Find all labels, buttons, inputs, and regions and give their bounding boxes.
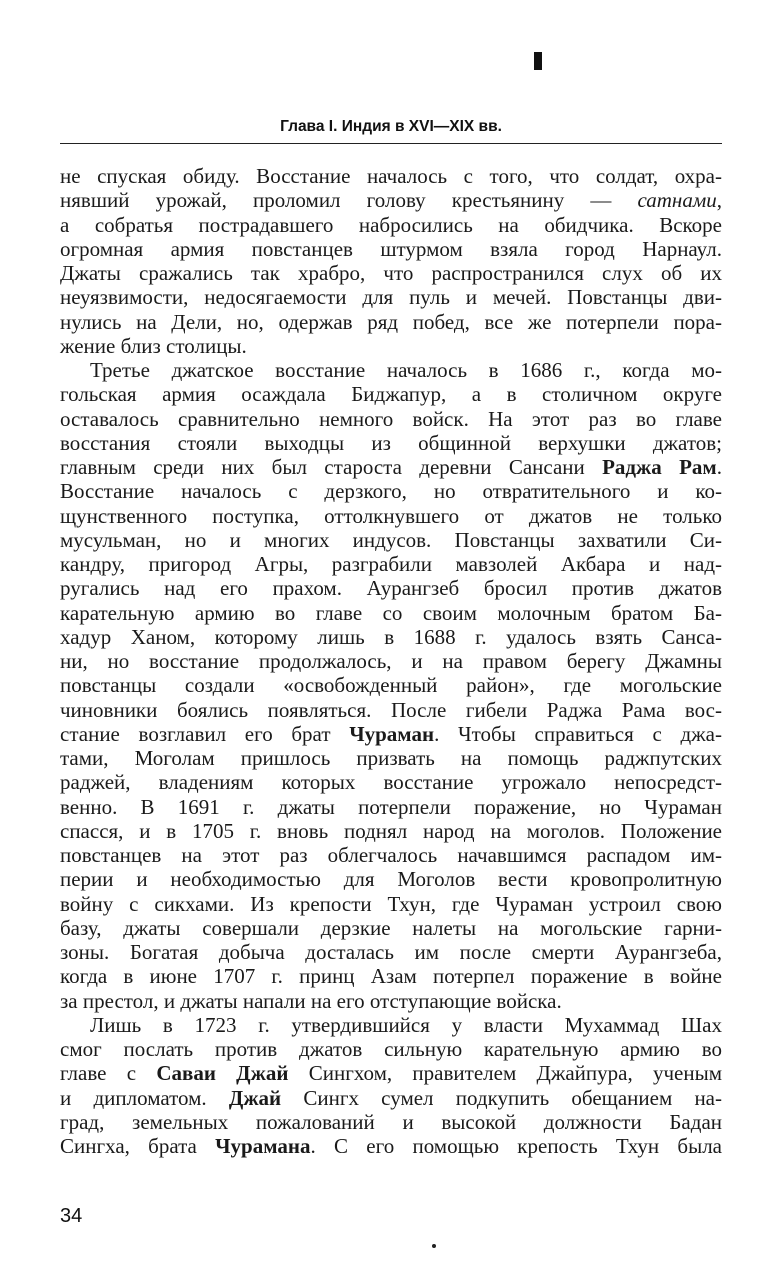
text-run: щунственного поступка, оттолкнувшего от джатов не только xyxy=(60,503,722,528)
text-line xyxy=(60,746,722,770)
text-line xyxy=(60,698,722,722)
text-line xyxy=(60,455,722,479)
text-run: мусульман, но и многих индусов. Повстанцы захватили Си- xyxy=(60,527,722,552)
header-rule xyxy=(60,143,722,144)
text-run: войну с сикхами. Из крепости Тхун, где Чураман устроил свою xyxy=(60,891,722,916)
text-line xyxy=(60,673,722,697)
italic-term: сатнами xyxy=(637,188,717,213)
text-line xyxy=(60,940,722,964)
text-line xyxy=(60,213,722,237)
text-run: ругались над его прахом. Аурангзеб бросил против джатов xyxy=(60,576,722,601)
text-line xyxy=(60,528,722,552)
text-run: базу, джаты совершали дерзкие налеты на могольские гарни- xyxy=(60,915,722,940)
text-line xyxy=(60,237,722,261)
page-number: 34 xyxy=(60,1205,83,1227)
text-line xyxy=(60,164,722,188)
text-run: кандру, пригород Агры, разграбили мавзолей Акбара и над- xyxy=(60,552,722,576)
text-run: Сингха, брата xyxy=(60,1134,216,1158)
text-run: венно. В 1691 г. джаты потерпели поражение, но Чураман xyxy=(60,794,722,819)
text-run: Восстание началось с дерзкого, но отвратительного и ко- xyxy=(60,479,722,504)
text-run: главным среди них был староста деревни Сансани xyxy=(60,455,603,479)
text-line xyxy=(60,892,722,916)
text-line xyxy=(60,1086,722,1110)
text-run: жение близ столицы. xyxy=(60,333,247,358)
text-run: ни, но восстание продолжалось, и на правом берегу Джамны xyxy=(60,649,722,673)
text-line xyxy=(60,1013,722,1037)
running-header: Глава I. Индия в XVI—XIX вв. xyxy=(280,118,502,135)
text-line xyxy=(60,285,722,309)
text-run: и дипломатом. xyxy=(60,1085,229,1110)
text-line xyxy=(60,819,722,843)
text-line xyxy=(60,407,722,431)
text-line xyxy=(60,649,722,673)
text-run: смог послать против джатов сильную карательную армию во xyxy=(60,1037,722,1061)
text-run: огромная армия повстанцев штурмом взяла город Нарнаул. xyxy=(60,236,722,261)
text-run: главе с xyxy=(60,1061,157,1086)
text-run: нулись на Дели, но, одержав ряд побед, все же потерпели пора- xyxy=(60,309,722,334)
text-run: спасся, и в 1705 г. вновь поднял народ на моголов. Положение xyxy=(60,818,722,843)
text-line xyxy=(60,431,722,455)
text-line xyxy=(60,382,722,406)
text-line xyxy=(60,770,722,794)
text-line xyxy=(60,795,722,819)
text-run: град, земельных пожалований и высокой должности Бадан xyxy=(60,1109,722,1134)
text-run: . xyxy=(716,455,722,479)
text-run: карательную армию во главе со своим молочным братом Ба- xyxy=(60,600,722,625)
text-run: Джаты сражались так храбро, что распространился слух об их xyxy=(60,261,722,285)
bold-name: Джай xyxy=(228,1085,282,1110)
text-line xyxy=(60,188,722,212)
text-line xyxy=(60,552,722,576)
text-run: Сингх сумел подкупить обещанием на- xyxy=(281,1085,722,1110)
text-run: Сингхом, правителем Джайпура, ученым xyxy=(288,1061,722,1086)
text-run: нявший урожай, проломил голову крестьянину — xyxy=(60,188,638,213)
text-run: тами, Моголам пришлось призвать на помощь раджпутских xyxy=(60,746,722,770)
text-run: . Чтобы справиться с джа- xyxy=(434,721,722,746)
text-run: Третье джатское восстание началось в 1686 г., когда мо- xyxy=(90,358,722,382)
text-run: гольская армия осаждала Биджапур, а в столичном округе xyxy=(60,382,722,407)
text-run: раджей, владениям которых восстание угрожало непосредст- xyxy=(60,770,722,795)
text-run: когда в июне 1707 г. принц Азам потерпел поражение в войне xyxy=(60,964,722,989)
text-run: повстанцы создали «освобожденный район», где могольские xyxy=(60,673,722,698)
text-run: . С его помощью крепость Тхун была xyxy=(310,1134,722,1158)
text-run: не спуская обиду. Восстание началось с того, что солдат, охра- xyxy=(60,164,722,188)
text-line xyxy=(60,576,722,600)
text-line xyxy=(60,1037,722,1061)
text-run: чиновники боялись появляться. После гибели Раджа Рама вос- xyxy=(60,697,722,722)
text-line xyxy=(60,989,722,1013)
text-line xyxy=(60,1134,722,1158)
text-line xyxy=(60,722,722,746)
bold-name: Саваи Джай xyxy=(156,1061,289,1086)
text-run: оставалось сравнительно немного войск. На этот раз во главе xyxy=(60,406,722,431)
text-run: Лишь в 1723 г. утвердившийся у власти Мухаммад Шах xyxy=(90,1012,722,1037)
text-run: за престол, и джаты напали на его отступающие войска. xyxy=(60,988,562,1013)
text-line xyxy=(60,504,722,528)
text-run: восстания стояли выходцы из общинной верхушки джатов; xyxy=(60,430,722,455)
body-text xyxy=(60,164,722,1158)
text-run: повстанцев на этот раз облегчалось начавшимся распадом им- xyxy=(60,843,722,867)
text-run: зоны. Богатая добыча досталась им после смерти Аурангзеба, xyxy=(60,940,722,964)
text-line xyxy=(60,1061,722,1085)
bold-name: Чураман xyxy=(349,721,435,746)
text-line xyxy=(60,867,722,891)
bold-name: Чурамана xyxy=(215,1134,311,1158)
bold-name: Раджа Рам xyxy=(602,455,717,479)
text-run: стание возглавил его брат xyxy=(60,721,350,746)
scan-dot xyxy=(432,1244,436,1248)
text-line xyxy=(60,916,722,940)
text-line xyxy=(60,601,722,625)
text-line xyxy=(60,358,722,382)
text-line xyxy=(60,334,722,358)
thumb-index-mark xyxy=(534,52,542,70)
text-line xyxy=(60,964,722,988)
text-run: хадур Ханом, которому лишь в 1688 г. удалось взять Санса- xyxy=(60,624,722,649)
text-line xyxy=(60,310,722,334)
text-line xyxy=(60,625,722,649)
text-run: перии и необходимостью для Моголов вести кровопролитную xyxy=(60,867,722,892)
text-run: а собратья пострадавшего набросились на обидчика. Вскоре xyxy=(60,212,722,237)
text-line xyxy=(60,479,722,503)
text-run: , xyxy=(716,188,722,213)
text-line xyxy=(60,1110,722,1134)
text-run: неуязвимости, недосягаемости для пуль и мечей. Повстанцы дви- xyxy=(60,285,722,310)
text-line xyxy=(60,843,722,867)
text-line xyxy=(60,261,722,285)
